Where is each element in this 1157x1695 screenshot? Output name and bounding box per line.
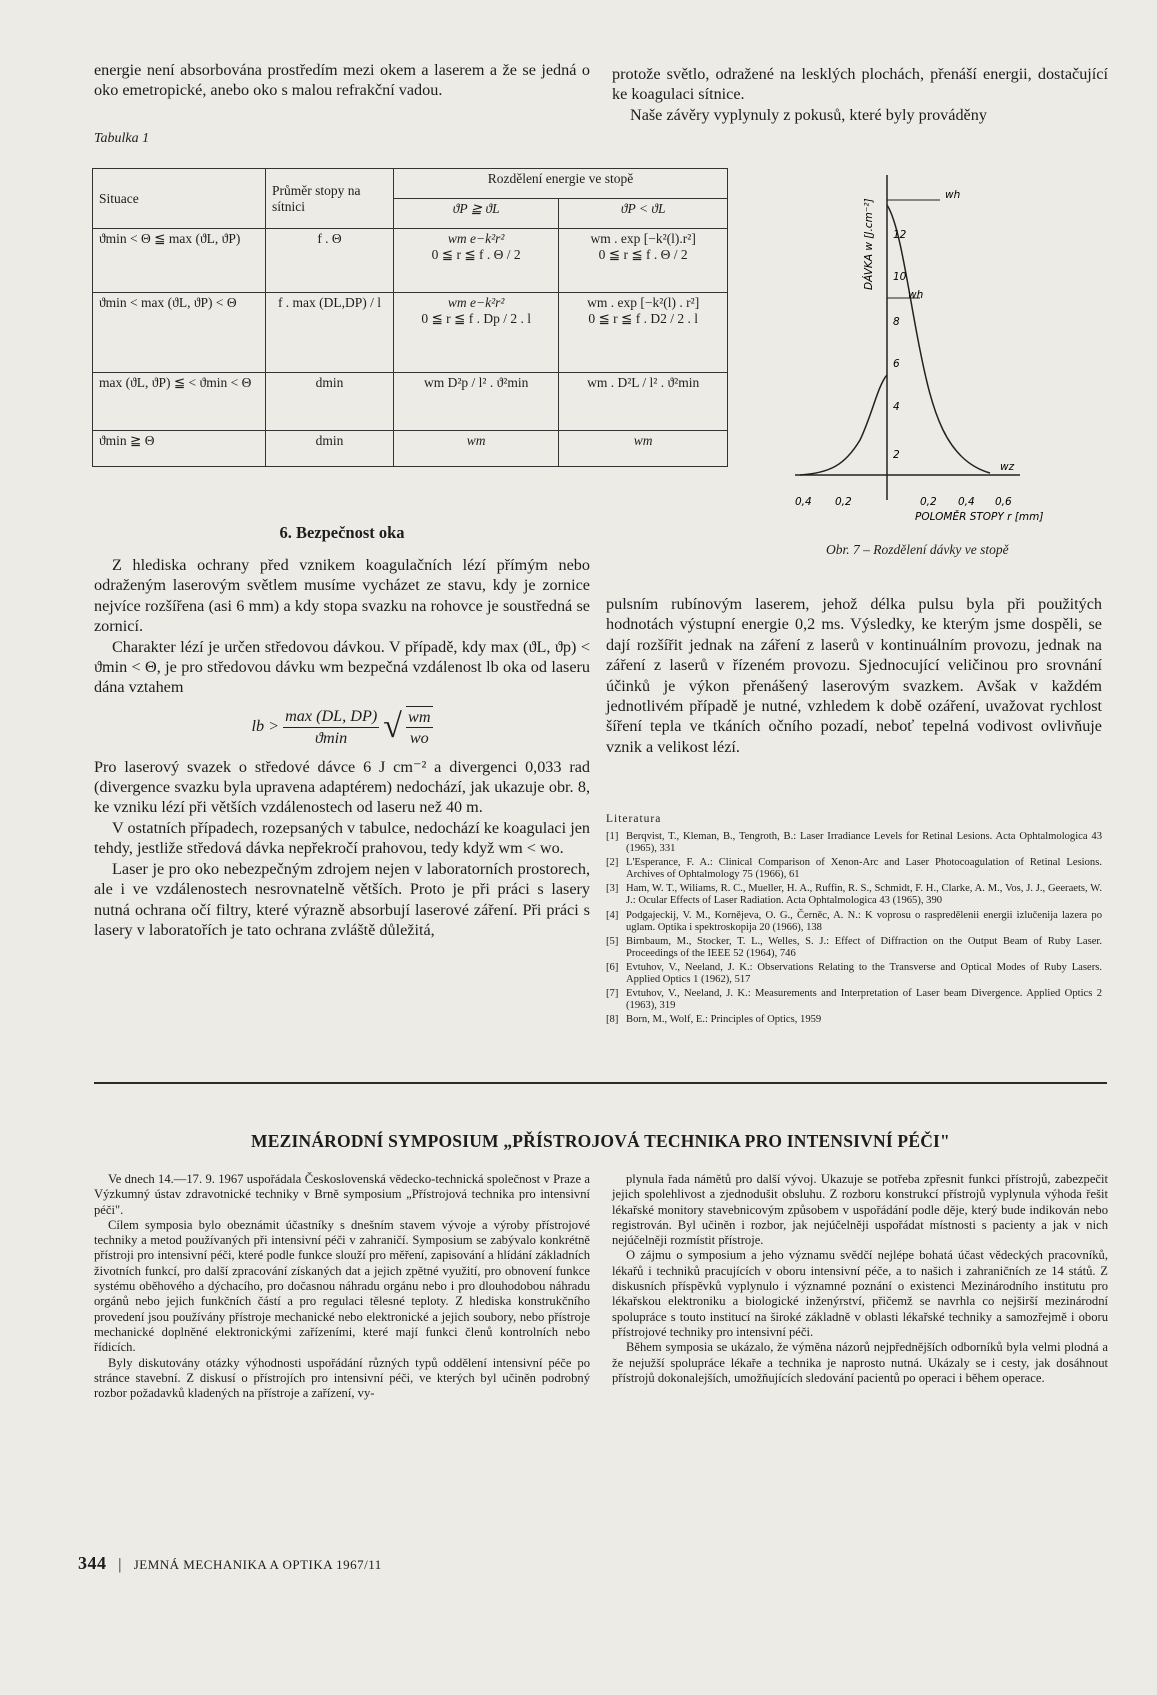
section-title: 6. Bezpečnost oka	[279, 523, 405, 542]
cell-prumer: dmin	[266, 431, 394, 467]
x-tick: 0,2	[920, 496, 937, 508]
cell-energy	[394, 229, 559, 293]
x-tick: 0,6	[995, 496, 1012, 508]
curve-label: wh	[945, 189, 961, 201]
paragraph: Charakter lézí je určen středovou dávkou. V případě, kdy max (ϑL, ϑp) < ϑmin < Θ, je pro středovou dávku wm bezpečná vzdálenost lb oka od laseru dána vztahem	[94, 637, 590, 697]
table-1	[92, 168, 728, 467]
formula-fraction	[283, 706, 379, 748]
formula-root-denominator: wo	[409, 729, 429, 748]
reference-text: L'Esperance, F. A.: Clinical Comparison of Xenon-Arc and Laser Photocoagulation of Retinal Lesions. Archives of Ophtalmology 75 (1966), 61	[626, 857, 1102, 881]
header-prumer: Průměr stopy na sítnici	[266, 169, 394, 229]
reference-item	[606, 883, 1102, 907]
cell-situace: ϑmin < max (ϑL, ϑP) < Θ	[93, 293, 266, 373]
section6-text	[94, 555, 590, 940]
cell-energy-top: wm e−k²r²	[447, 231, 505, 246]
section-divider	[94, 1082, 1107, 1084]
y-tick: 12	[893, 229, 907, 241]
reference-text: Born, M., Wolf, E.: Principles of Optics, 1959	[626, 1014, 822, 1026]
paragraph: Pro laserový svazek o středové dávce 6 J cm⁻² a divergenci 0,033 rad (divergence svazku byla upravena adaptérem) nedochází, jak ukazuje obr. 8, ke vzniku lézí při větších vzdálenostech od laseru než 40 m.	[94, 757, 590, 817]
references-title: Literatura	[606, 813, 662, 825]
reference-number: [6]	[606, 961, 619, 973]
reference-item	[606, 1014, 1102, 1026]
top-left-text	[94, 60, 590, 101]
cell-energy-top: wm . exp [−k²(l).r²]	[590, 231, 696, 246]
paragraph: Během symposia se ukázalo, že výměna názorů nejpřednějších odborníků byla velmi plodná a že nejužší spolupráce lékaře a technika je naprosto nutná. Ukázaly se i cesty, jak dosáhnout přístrojů dokonalejších, umožňujících sledování pacientů po operaci i během operace.	[612, 1340, 1108, 1385]
table-caption: Tabulka 1	[94, 131, 150, 146]
reference-number: [7]	[606, 988, 619, 1000]
dose-graph	[790, 170, 1090, 540]
header-rozdeleni: Rozdělení energie ve stopě	[394, 169, 728, 199]
curve-label: wh	[908, 289, 924, 301]
cell-energy-bot: 0 ≦ r ≦ f . D2 / 2 . l	[588, 311, 698, 326]
reference-text: Evtuhov, V., Neeland, J. K.: Measurements and Interpretation of Laser beam Divergence. Applied Optics 2 (1963), 319	[626, 988, 1102, 1012]
paragraph: plynula řada námětů pro další vývoj. Ukazuje se potřeba zpřesnit funkci přístrojů, zabezpečit jejich spolehlivost a zjednodušit obsluhu. Z rozboru konstrukcí přístrojů vyplynula výhoda řešit lékařské monitory stavebnicovým způsobem v uspořádání podle děje, který bude indikován nebo registrován. Byl učiněn i rozbor, jak nejúčelněji uspořádat místnosti s pacienty a jak v nich nejúčelněji rozmístit přístroje.	[612, 1172, 1108, 1248]
y-tick: 10	[893, 271, 907, 283]
table-row	[93, 293, 728, 373]
y-axis-label: DÁVKA w [J.cm⁻²]	[863, 198, 875, 290]
reference-item	[606, 910, 1102, 934]
y-tick: 4	[893, 401, 900, 413]
reference-text: Podgajeckij, V. M., Kornějeva, O. G., Černěc, A. N.: K voprosu o raspredělenii energii izlučenija lazera po uglam. Optika i spektroskopija 20 (1966), 138	[626, 909, 1102, 933]
paragraph: protože světlo, odražené na lesklých plochách, přenáší energii, dostačující ke koagulaci sítnice.	[612, 65, 1108, 104]
cell-energy: wm . D²L / l² . ϑ²min	[559, 373, 728, 431]
reference-number: [4]	[606, 909, 619, 921]
cell-energy: wm D²p / l² . ϑ²min	[394, 373, 559, 431]
formula-denominator: ϑmin	[315, 728, 348, 747]
header-sub2: ϑP < ϑL	[559, 199, 728, 229]
paragraph: Byly diskutovány otázky výhodnosti uspořádání různých typů oddělení intensivní péče po stránce stavební. Z diskusí o přístrojích pro intensivní péči, ve kterých byl učiněn podrobný rozbor požadavků kladených na přístroje a zařízení, vy-	[94, 1355, 590, 1401]
references-list	[606, 831, 1102, 1026]
reference-number: [5]	[606, 935, 619, 947]
paragraph: energie není absorbována prostředím mezi okem a laserem a že se jedná o oko emetropické, anebo oko s malou refrakční vadou.	[94, 61, 590, 100]
page-footer	[78, 1553, 382, 1574]
reference-number: [8]	[606, 1014, 619, 1026]
reference-text: Ham, W. T., Wiliams, R. C., Mueller, H. A., Ruffin, R. S., Schmidt, F. H., Clarke, A. M., Vos, J. J., Geeraets, W. J.: Ocular Effects of Laser Radiation. Acta Ophtalmologica 43 (1965), 390	[626, 883, 1102, 907]
x-tick: 0,4	[795, 496, 812, 508]
cell-energy	[559, 229, 728, 293]
table-row	[93, 229, 728, 293]
cell-energy-top: wm e−k²r²	[447, 295, 505, 310]
formula-numerator: max (DL, DP)	[283, 706, 379, 727]
reference-item	[606, 962, 1102, 986]
x-axis-label: POLOMĚR STOPY r [mm]	[915, 511, 1044, 523]
cell-situace: max (ϑL, ϑP) ≦ < ϑmin < Θ	[93, 373, 266, 431]
x-tick: 0,2	[835, 496, 852, 508]
reference-number: [1]	[606, 831, 619, 842]
footer-separator: |	[118, 1556, 122, 1573]
cell-energy: wm	[559, 431, 728, 467]
cell-energy-top: wm . exp [−k²(l) . r²]	[587, 295, 700, 310]
paragraph: pulsním rubínovým laserem, jehož délka pulsu byla při použitých hodnotách výstupní energie 0,2 ms. Výsledky, ke kterým jsme dospěli, se dají rozšířit jednak na záření z laserů v kontinuálním provozu, jednak na záření z laserů v řízeném provozu. Sjednocující veličinou pro srovnání účinků je výkon přenášený laserovým svazkem. Avšak v každém jednotlivém případě je nutné, vzhledem k době ozáření, uvažovat rychlost šíření tepla ve tkáních očního pozadí, neboť tepelná vodivost ovlivňuje vznik a velikost lézí.	[606, 595, 1102, 756]
cell-energy: wm	[394, 431, 559, 467]
top-right-text	[612, 64, 1108, 125]
paragraph: Ve dnech 14.—17. 9. 1967 uspořádala Československá vědecko-technická společnost v Praze a Výzkumný ústav zdravotnické techniky v Brně symposium „Přístrojová technika pro intensivní péči".	[94, 1172, 590, 1217]
cell-energy	[394, 293, 559, 373]
journal-name: JEMNÁ MECHANIKA A OPTIKA 1967/11	[133, 1557, 382, 1572]
reference-text: Birnbaum, M., Stocker, T. L., Welles, S. J.: Effect of Diffraction on the Output Beam of Ruby Laser. Proceedings of the IEEE 52 (1964), 746	[626, 935, 1102, 959]
reference-text: Evtuhov, V., Neeland, J. K.: Observations Relating to the Transverse and Optical Modes of Ruby Lasers. Applied Optics 1 (1962), 517	[626, 961, 1102, 986]
reference-item	[606, 988, 1102, 1012]
cell-prumer: f . Θ	[266, 229, 394, 293]
y-tick: 8	[893, 316, 900, 328]
x-tick: 0,4	[958, 496, 975, 508]
cell-situace: ϑmin ≧ Θ	[93, 431, 266, 467]
table-row	[93, 373, 728, 431]
header-situace: Situace	[93, 169, 266, 229]
y-tick: 2	[893, 449, 900, 461]
paragraph: V ostatních případech, rozepsaných v tabulce, nedochází ke koagulaci jen tehdy, jestliže středová dávka nepřekročí prahovou, tedy když wm < wo.	[94, 818, 590, 858]
reference-item	[606, 857, 1102, 881]
figure-caption: Obr. 7 – Rozdělení dávky ve stopě	[826, 542, 1009, 557]
formula-root-fraction	[406, 706, 433, 749]
symposium-left-column	[94, 1172, 590, 1401]
paragraph: O zájmu o symposium a jeho významu svědčí nejlépe bohatá účast vědeckých pracovníků, lékařů i techniků pracujících v oboru intensivní péče, a to našich i zahraničních ze 14 států. Z diskusních příspěvků vyplynulo i významné poznání o existenci Mezinárodního institutu pro lékařskou elektroniku a biologické inženýrství, přičemž se navrhla co nejširší mezinárodní spolupráce s touto institucí na široké základně v oblasti lékařské techniky a samozřejmě i oboru přístrojové techniky pro intensivní péči.	[612, 1248, 1108, 1339]
curve-left	[800, 375, 887, 475]
formula-lhs: lb >	[251, 716, 280, 735]
y-tick: 6	[893, 358, 900, 370]
figure-7	[790, 170, 1090, 570]
cell-situace: ϑmin < Θ ≦ max (ϑL, ϑP)	[93, 229, 266, 293]
reference-item	[606, 936, 1102, 960]
curve-right	[887, 205, 990, 473]
symposium-title: MEZINÁRODNÍ SYMPOSIUM „PŘÍSTROJOVÁ TECHNIKA PRO INTENSIVNÍ PÉČI"	[251, 1131, 950, 1151]
cell-energy-bot: 0 ≦ r ≦ f . Θ / 2	[598, 247, 688, 262]
reference-number: [3]	[606, 883, 619, 895]
formula	[94, 706, 590, 749]
cell-prumer: f . max (DL,DP) / l	[266, 293, 394, 373]
curve-label: wz	[1000, 461, 1015, 473]
reference-item	[606, 831, 1102, 855]
paragraph: Z hlediska ochrany před vznikem koagulačních lézí přímým nebo odraženým laserovým světlem musíme vycházet ze stavu, kdy je zornice nejvíce rozšířena (asi 6 mm) a kdy stopa svazku na rohovce je soustředná se zornicí.	[94, 556, 590, 636]
page-number: 344	[78, 1553, 107, 1573]
root-sign: √	[383, 708, 402, 746]
formula-root-numerator: wm	[406, 707, 433, 728]
header-sub1: ϑP ≧ ϑL	[394, 199, 559, 229]
reference-text: Berqvist, T., Kleman, B., Tengroth, B.: Laser Irradiance Levels for Retinal Lesions. Acta Ophtalmologica 43 (1965), 331	[626, 831, 1102, 855]
cell-energy-bot: 0 ≦ r ≦ f . Dp / 2 . l	[421, 311, 531, 326]
reference-number: [2]	[606, 857, 619, 869]
cell-prumer: dmin	[266, 373, 394, 431]
references	[606, 813, 1102, 1028]
right-column-text	[606, 594, 1102, 757]
table-row	[93, 431, 728, 467]
paragraph: Laser je pro oko nebezpečným zdrojem nejen v laboratorních prostorech, ale i ve vzdálenostech nesrovnatelně větších. Proto je při práci s lasery nutná ochrana očí filtry, které výrazně absorbují laserové záření. Při práci s lasery v laboratořích je tato ochrana zvláště důležitá,	[94, 859, 590, 939]
symposium-right-column	[612, 1172, 1108, 1386]
cell-energy	[559, 293, 728, 373]
paragraph: Naše závěry vyplynuly z pokusů, které byly prováděny	[630, 105, 987, 124]
cell-energy-bot: 0 ≦ r ≦ f . Θ / 2	[431, 247, 521, 262]
paragraph: Cílem symposia bylo obeznámit účastníky s dnešním stavem vývoje a výroby přístrojové techniky a metod používaných při intensivní péči v zahraničí. Symposium se zabývalo konkrétně přístroji pro intensivní péči, které podle funkce slouží pro měření, zapisování a hlídání základních životních funkcí, pro další zpracování získaných dat a jejich zpětné využití, pro obnovení funkce systému oběhového a dýchacího, pro dočasnou náhradu orgánu nebo i pro dlouhodobou náhradu orgánů nebo jejich funkčních částí a pro regulaci tělesné teploty. Z hlediska konstrukčního provedení jsou používány přístroje mechanické nebo elektronické a jejich soubory, nebo přístroje mechanické doplněné elektronickými zařízeními, které mají funkci členů kontrolních nebo řídicích.	[94, 1217, 590, 1355]
